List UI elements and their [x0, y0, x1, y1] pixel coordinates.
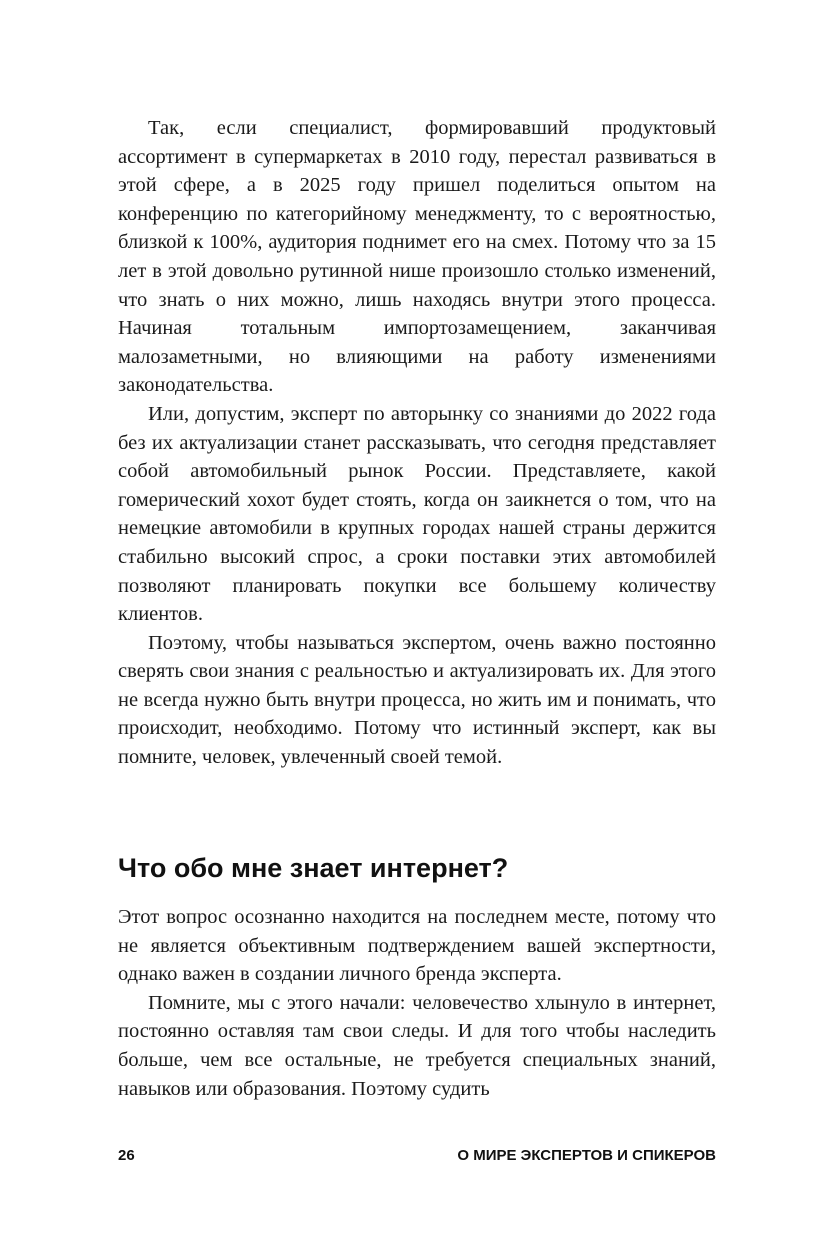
paragraph-expert-conclusion: Поэтому, чтобы называться экспертом, очень важно постоянно сверять свои знания с реальностью и актуализировать их. Для этого не всегда нужно быть внутри процесса, но жить им и понимать, что происходит, необходимо. Потому что истинный эксперт, как вы помните, человек, увлеченный своей темой.	[118, 631, 716, 769]
paragraph-question-intro: Этот вопрос осознанно находится на последнем месте, потому что не является объективным подтверждением вашей экспертности, однако важен в создании личного бренда эксперта.	[118, 906, 716, 986]
paragraph-internet-traces: Помните, мы с этого начали: человечество хлынуло в интернет, постоянно оставляя там свои следы. И для того чтобы наследить больше, чем все остальные, не требуется специальных знаний, навыков или образования. Поэтому судить	[118, 991, 716, 1100]
paragraph-supermarket-example: Так, если специалист, формировавший продуктовый ассортимент в супермаркетах в 2010 году, перестал развиваться в этой сфере, а в 2025 году пришел поделиться опытом на конференцию по категорийному менеджменту, то с вероятностью, близкой к 100%, аудитория поднимет его на смех. Потому что за 15 лет в этой довольно рутинной нише произошло столько изменений, что знать о них можно, лишь находясь внутри этого процесса. Начиная тотальным импортозамещением, заканчивая малозаметными, но влияющими на работу изменениями законодательства.	[118, 117, 716, 397]
section-heading: Что обо мне знает интернет?	[118, 853, 509, 883]
page-number: 26	[118, 1147, 135, 1164]
paragraph-car-market-example: Или, допустим, эксперт по авторынку со знаниями до 2022 года без их актуализации станет рассказывать, что сегодня представляет собой автомобильный рынок России. Представляете, какой гомерический хохот будет стоять, когда он заикнется о том, что на немецкие автомобили в крупных городах нашей страны держится стабильно высокий спрос, а сроки поставки этих автомобилей позволяют планировать покупки все большему количеству клиентов.	[118, 402, 716, 626]
body-text-top	[118, 114, 716, 772]
body-text-bottom	[118, 903, 716, 1103]
running-title: О МИРЕ ЭКСПЕРТОВ И СПИКЕРОВ	[457, 1147, 716, 1164]
